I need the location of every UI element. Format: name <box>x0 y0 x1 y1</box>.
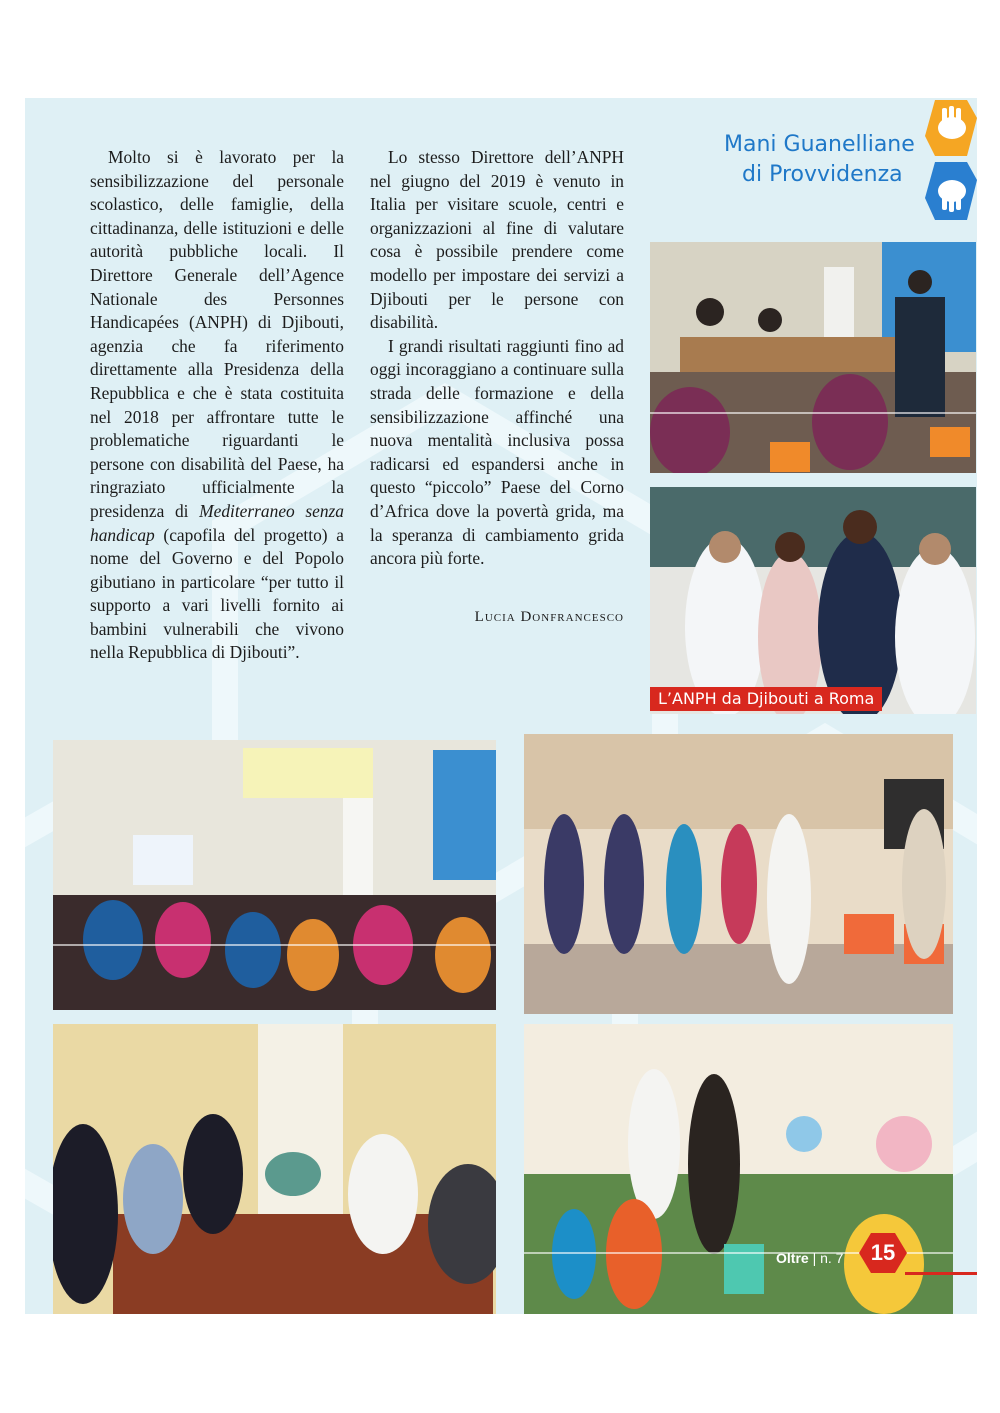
page-number: 15 <box>870 1240 896 1265</box>
photo-meeting-room <box>650 242 976 473</box>
article-column-1 <box>90 146 344 665</box>
footer-magazine-label: Oltre | n. 7 <box>776 1250 844 1266</box>
photo-conference <box>53 740 496 1010</box>
photo-caption: L’ANPH da Djibouti a Roma <box>650 687 882 711</box>
article-column-2 <box>370 146 624 571</box>
paragraph: Molto si è lavorato per la sensibilizzazione del personale scolastico, delle famiglie, della cittadinanza, delle istituzioni e delle autorità pubbliche locali. Il Direttore Generale dell’Agence Nationale des Personnes Handicapées (ANPH) di Djibouti, agenzia che fa riferimento direttamente alla Presidenza della Repubblica e che è stata costituita nel 2018 per affrontare tutte le problematiche riguardanti le persone con disabilità del Paese, ha ringraziato ufficialmente la presidenza di Mediterraneo senza handicap (capofila del progetto) a nome del Governo e del Popolo gibutiano in particolare “per tutto il supporto a vari livelli fornito ai bambini vulnerabili che vivono nella Repubblica di Djibouti”. <box>90 147 344 663</box>
brand-logo <box>720 98 977 223</box>
logo-text-line2: di Provvidenza <box>742 162 903 187</box>
hands-hexagon-icon <box>720 98 977 223</box>
paragraph: I grandi risultati raggiunti fino ad oggi incoraggiano a continuare sulla strada delle formazione e della sensibilizzazione affinché una nuova mentalità inclusiva possa radicarsi ed espandersi anche in questo “piccolo” Paese del Corno d’Africa dove la povertà grida, ma la speranza di cambiamento grida ancora più forte. <box>370 335 624 569</box>
photo-group-portrait <box>650 487 976 714</box>
author-byline: Lucia Donfrancesco <box>474 609 624 625</box>
logo-text-line1: Mani Guanelliane <box>724 132 915 157</box>
paragraph: Lo stesso Direttore dell’ANPH nel giugno del 2019 è venuto in Italia per visitare scuole, centri e organizzazioni al fine di valutare cosa è possibile prendere come modello per impostare dei servizi a Djibouti per le persone con disabilità. <box>370 147 624 333</box>
photo-office-meeting <box>53 1024 496 1314</box>
footer-rule <box>905 1272 977 1275</box>
photo-activity <box>524 734 953 1014</box>
page-number-badge <box>859 1233 907 1273</box>
